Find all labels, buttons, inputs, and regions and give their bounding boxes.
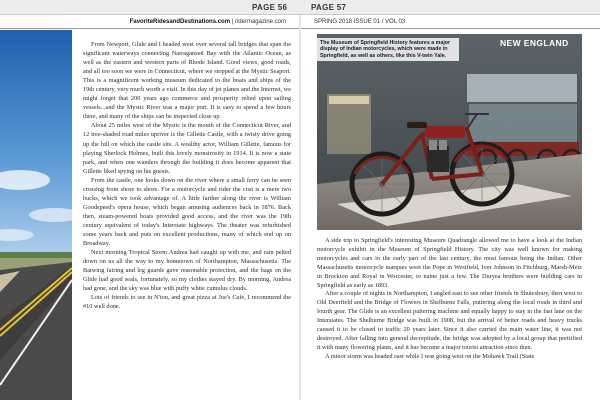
article-paragraph: Next morning Tropical Storm Andrea had caught up with me, and rain pelted down on us all the way to my hometown of Northampton, Massachusetts. The Batwing fairing and leg guards gave reasonable protection, and the bags on the Glide had good seals, fortunately, so my clothes stayed dry. By morning, Andrea had gone, and the sky was blue with puffy white cumulus clouds. bbox=[83, 249, 291, 293]
site-url[interactable]: ridermagazine.com bbox=[234, 19, 286, 25]
road-photo bbox=[0, 30, 72, 400]
left-page-number[interactable]: PAGE 56 bbox=[252, 3, 288, 12]
header-separator: | bbox=[230, 19, 235, 25]
left-running-header bbox=[0, 15, 300, 29]
article-paragraph: A side trip to Springfield's interesting Museum Quadrangle allowed me to have a look at the Indian motorcycle exhibit in the Museum of Springfield History. The city was well known for making motorcycles and cars in the early part of the last century, the most famous being the Indian. Other Massachusetts motorcycle marques were the Pope in Westfield, Iver Johnson in Fitchburg, Marsh-Metz in Brockton and Royal in Worcester, to name just a few. The Duryea brothers were building cars in Springfield as early as 1893. bbox=[317, 237, 582, 289]
article-paragraph: About 25 miles west of the Mystic is the mouth of the Connecticut River, and 12 tree-shaded road miles upriver is the Gillette Castle, with a twisty drive going up the hill on which the castle sits. A wealthy actor, William Gillette, famous for playing Sherlock Holmes, built this lovely monstrosity in 1914. It is now a state park, and when one wanders through the building it does become apparent that Gillette liked spying on his guests. bbox=[83, 122, 291, 175]
photo-caption: The Museum of Springfield History features a major display of Indian motorcycles, which were made in Springfield, as well as others, like this V-twin Yale. bbox=[317, 38, 459, 61]
article-paragraph: From Newport, Glide and I headed west over several tall bridges that span the significant waterways connecting Narragansett Bay with the Atlantic Ocean, as well as the eastern and western parts of Rhode Island. Good views, good roads, and all too soon we were in Connecticut, where we stopped at the Mystic Seaport. This is a magnificent working museum dedicated to the boats and ships of the 19th century, very much worth a visit. In this day of jet planes and the Internet, we might forget that 200 years ago commerce and prosperity relied upon sailing vessels...and the Mystic River was a major port. It is easy to spend a few hours there, and many of the ships can be inspected close up. bbox=[83, 41, 291, 121]
article-paragraph: A minor storm was headed east while I was going west on the Mohawk Trail (State bbox=[325, 352, 535, 360]
issue-info: SPRING 2018 ISSUE 01 / VOL 03 bbox=[314, 19, 406, 25]
article-paragraph: Lots of friends to see in N'ton, and great pizza at Joe's Café, I recommend the #10 well done. bbox=[83, 294, 291, 311]
right-page-number[interactable]: PAGE 57 bbox=[311, 3, 347, 12]
article-paragraph: From the castle, one looks down on the river where a small ferry can be seen crossing from shore to shore. For a motorcycle and rider the cost is a mere two bucks, which we took advantage of. A little farther along the river is William Goodspeed's opera house, which began amusing audiences back in 1876. Back then, steam-powered boats provided good access, and the river was the 19th century equivalent of today's Interstate highways. The theater was refurbished some years back and puts on excellent productions, many of which end up on Broadway. bbox=[83, 176, 291, 248]
left-article-column bbox=[83, 40, 291, 311]
page-viewer-bar bbox=[0, 0, 600, 15]
site-name[interactable]: FavoriteRidesandDestinations.com bbox=[129, 19, 231, 25]
article-paragraph: After a couple of nights in Northampton, I angled east to see other friends in Shutesbury, then west to Old Deerfield and the Bridge of Flowers in Shelburne Falls, puttering along the local roads in third and fourth gear. The Glide is an excellent puttering machine and equally happy to stay in the fast lane on the Interstates. The Shelburne Bridge was built in 1908, but the arrival of better roads and heavy trucks caused it to be closed to traffic 20 years later. Since it also carried the main water line, it was not destroyed. After falling into general decrepitude, the bridge was adopted by a local group that prettified it with many flowering plants, and it has become a major tourist attraction since then. bbox=[317, 290, 582, 351]
right-running-header bbox=[300, 15, 600, 29]
right-article-column bbox=[317, 237, 582, 362]
page-gutter bbox=[299, 15, 301, 400]
section-label: NEW ENGLAND bbox=[500, 38, 569, 48]
museum-motorcycle-photo bbox=[317, 34, 582, 230]
